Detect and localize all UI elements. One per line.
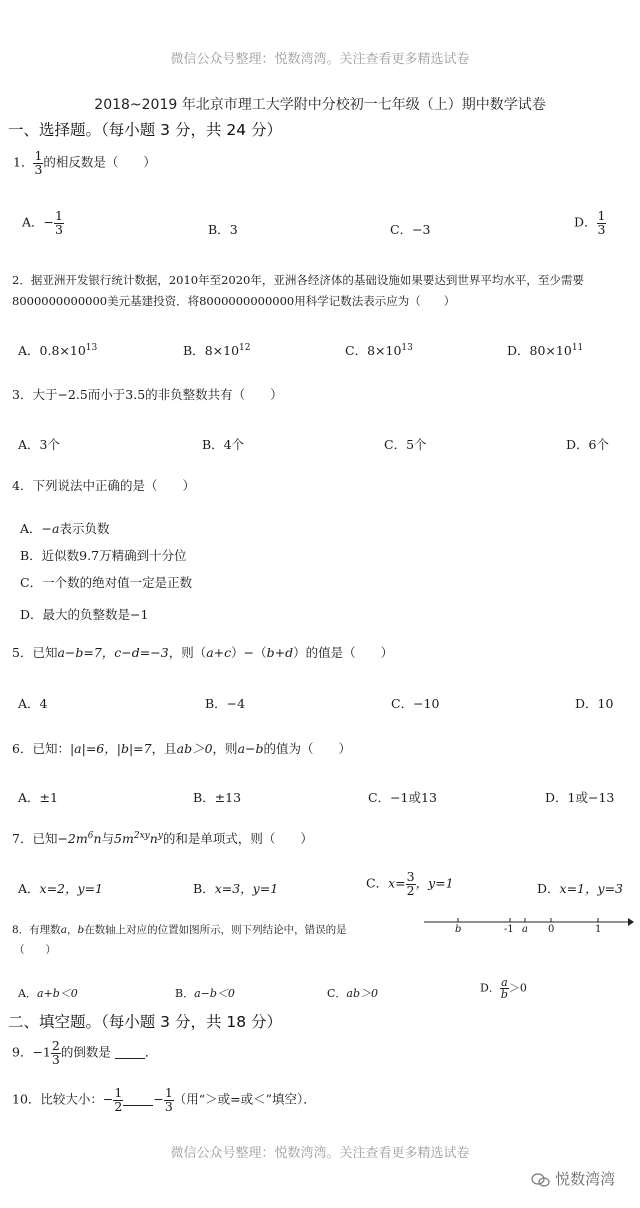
question-5: 5．已知a−b=7，c−d=−3，则（a+c）−（b+d）的值是（ ） [12,645,394,660]
q8-line-1: 8．有理数a，b在数轴上对应的位置如图所示，则下列结论中，错误的是 [12,924,347,936]
q7-option-c: C．x= $\frac{3}{2}$ ，y=1 [366,869,454,898]
q1-option-a: A．− $\frac{1}{3}$ [22,208,63,237]
q5-option-b: B．−4 [205,696,246,711]
q8-option-b: B．a−b＜0 [175,987,235,1000]
q8-line-2: （ ） [14,944,56,956]
brand-name: 悦数湾湾 [555,1170,616,1188]
wechat-icon [530,1172,550,1188]
q3-option-c: C．5个 [384,437,427,452]
q7-option-a: A．x=2，y=1 [18,881,103,896]
question-6: 6．已知：|a|=6，|b|=7，且ab＞0，则a−b的值为（ ） [12,741,352,756]
q3-option-d: D．6个 [566,437,609,452]
section-1-heading: 一、选择题。（每小题 3 分，共 24 分） [8,121,283,139]
q4-option-a: A．−a表示负数 [20,521,110,536]
q2-line-1: 2．据亚洲开发银行统计数据，2010年至2020年，亚洲各经济体的基础设施如果要达到世界平均水平，至少需要 [12,273,584,287]
q3-option-b: B．4个 [202,437,245,452]
q2-line-2: 8000000000000美元基建投资．将8000000000000用科学记数法表示应为（ ） [12,294,456,308]
q2-option-c: C．$8\times 10^{13}$ [345,342,413,358]
q8-option-a: A．a+b＜0 [18,987,78,1000]
q9-answer-blank[interactable] [115,1057,145,1059]
q2-option-b: B．$8\times 10^{12}$ [183,342,251,358]
q5-option-c: C．−10 [391,696,440,711]
q4-option-c: C．一个数的绝对值一定是正数 [20,575,193,590]
watermark-top: 微信公众号整理：悦数湾湾。关注查看更多精选试卷 [170,52,470,67]
q8-option-d: D． $\frac{a}{b}$ ＞0 [480,976,527,1001]
q1-fraction: $\frac{1}{3}$ [34,148,43,177]
question-4: 4．下列说法中正确的是（ ） [12,478,195,493]
q2-option-a: A．$0.8\times 10^{13}$ [18,342,98,358]
exam-title: 2018~2019 年北京市理工大学附中分校初一七年级（上）期中数学试卷 [94,97,546,113]
question-3: 3．大于−2.5而小于3.5的非负整数共有（ ） [12,387,283,402]
axis-label-minus-one: -1 [504,924,514,935]
q1-option-c: C．−3 [390,222,431,237]
axis-label-b: b [455,924,462,935]
q4-option-b: B．近似数9.7万精确到十分位 [20,548,187,563]
question-1: 1． $\frac{1}{3}$ 的相反数是（ ） [13,148,156,177]
q1-option-b: B．3 [208,222,238,237]
q3-option-a: A．3个 [18,437,60,452]
q6-option-d: D．1或−13 [545,790,615,805]
question-9: 9．−1 $\frac{2}{3}$ 的倒数是 ． [12,1038,158,1067]
q7-option-b: B．x=3，y=1 [193,881,279,896]
q6-option-c: C．−1或13 [368,790,437,805]
q10-answer-blank[interactable] [123,1104,153,1106]
q8-option-c: C．ab＞0 [327,987,379,1000]
brand-logo [530,1168,615,1189]
axis-label-one: 1 [595,924,602,935]
q6-option-a: A．±1 [18,790,58,805]
question-10: 10．比较大小：− $\frac{1}{2}$ − $\frac{1}{3}$ （用“＞或=或＜”填空）． [12,1085,316,1114]
q7-option-d: D．x=1，y=3 [537,881,623,896]
q6-option-b: B．±13 [193,790,242,805]
axis-label-zero: 0 [548,924,555,935]
q4-option-d: D．最大的负整数是−1 [20,607,149,622]
q1-option-d: D． $\frac{1}{3}$ [574,208,606,237]
q2-option-d: D．$80\times 10^{11}$ [507,342,584,358]
number-line-arrow [628,918,634,926]
watermark-bottom: 微信公众号整理：悦数湾湾。关注查看更多精选试卷 [170,1146,470,1161]
question-7: 7．已知$-2m^6n$与$5m^{2xy}n^y$的和是单项式，则（ ） [12,830,313,846]
q5-option-a: A．4 [18,696,48,711]
axis-label-a: a [522,924,528,935]
q5-option-d: D．10 [575,696,614,711]
section-2-heading: 二、填空题。（每小题 3 分，共 18 分） [8,1013,283,1031]
